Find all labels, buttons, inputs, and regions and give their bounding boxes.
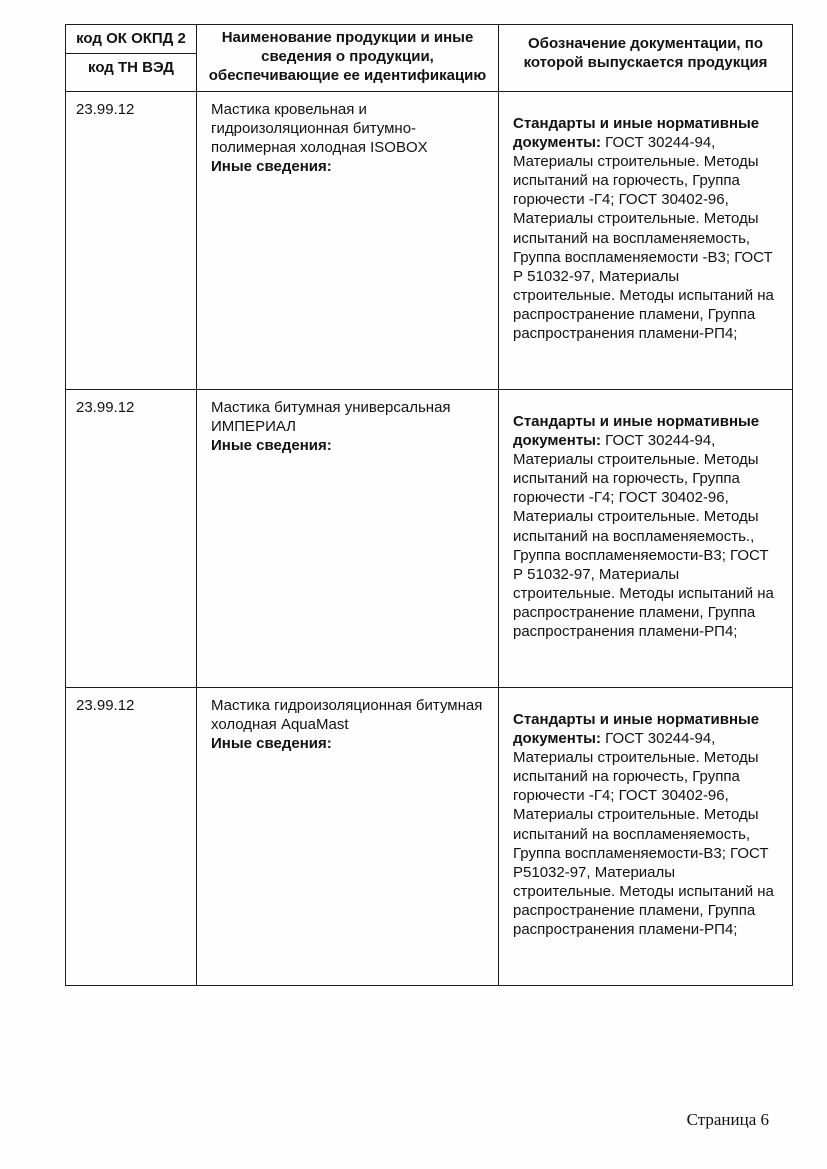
page-number: Страница 6 — [686, 1110, 769, 1129]
product-name: Мастика гидроизоляционная битумная холодная AquaMast — [211, 697, 483, 733]
table-header-row — [66, 25, 793, 92]
product-documentation-table — [65, 24, 793, 986]
header-tnved-code-label: код ТН ВЭД — [88, 59, 174, 76]
other-info-label: Иные сведения: — [211, 157, 332, 175]
product-code: 23.99.12 — [66, 688, 197, 986]
documentation-cell — [499, 390, 793, 688]
header-product-name-label: Наименование продукции и иные сведения о продукции, обеспечивающие ее идентификацию — [197, 25, 499, 92]
docs-text: ГОСТ 30244-94, Материалы строительные. Методы испытаний на горючесть, Группа горючести -Г4; ГОСТ 30402-96, Материалы строительные. Методы испытаний на воспламеняемость., Группа воспламеняемости-В3; ГОСТ Р 51032-97, Материалы строительные. Методы испытаний на распространение пламени, Группа распространения пламени-РП4; — [513, 432, 774, 640]
other-info-label: Иные сведения: — [211, 436, 332, 454]
table-row — [66, 688, 793, 986]
docs-heading: Стандарты и иные нормативные документы: — [513, 115, 760, 152]
table-row — [66, 390, 793, 688]
header-okpd-code-label: код ОК ОКПД 2 — [66, 25, 196, 54]
documentation-cell — [499, 92, 793, 390]
docs-text: ГОСТ 30244-94, Материалы строительные. Методы испытаний на горючесть, Группа горючести -Г4; ГОСТ 30402-96, Материалы строительные. Методы испытаний на воспламеняемость, Группа воспламеняемости -В3; ГОСТ Р 51032-97, Материалы строительные. Методы испытаний на распространение пламени, Группа распространения пламени-РП4; — [513, 134, 774, 342]
docs-heading: Стандарты и иные нормативные документы: — [513, 413, 760, 450]
documentation-cell — [499, 688, 793, 986]
other-info-label: Иные сведения: — [211, 734, 332, 752]
product-name-cell — [197, 92, 499, 390]
product-name: Мастика кровельная и гидроизоляционная битумно-полимерная холодная ISOBOX — [211, 101, 428, 156]
product-name-cell — [197, 688, 499, 986]
header-code-column — [66, 25, 197, 92]
product-name-cell — [197, 390, 499, 688]
product-code: 23.99.12 — [66, 390, 197, 688]
product-name: Мастика битумная универсальная ИМПЕРИАЛ — [211, 399, 451, 435]
table-row — [66, 92, 793, 390]
product-code: 23.99.12 — [66, 92, 197, 390]
header-documentation-label: Обозначение документации, по которой выпускается продукция — [499, 25, 793, 92]
docs-text: ГОСТ 30244-94, Материалы строительные. Методы испытаний на горючесть, Группа горючести -Г4; ГОСТ 30402-96, Материалы строительные. Методы испытаний на воспламеняемость, Группа воспламеняемости-В3; ГОСТ Р51032-97, Материалы строительные. Методы испытаний на распространение пламени, Группа распространения пламени-РП4; — [513, 730, 774, 938]
docs-heading: Стандарты и иные нормативные документы: — [513, 711, 760, 748]
